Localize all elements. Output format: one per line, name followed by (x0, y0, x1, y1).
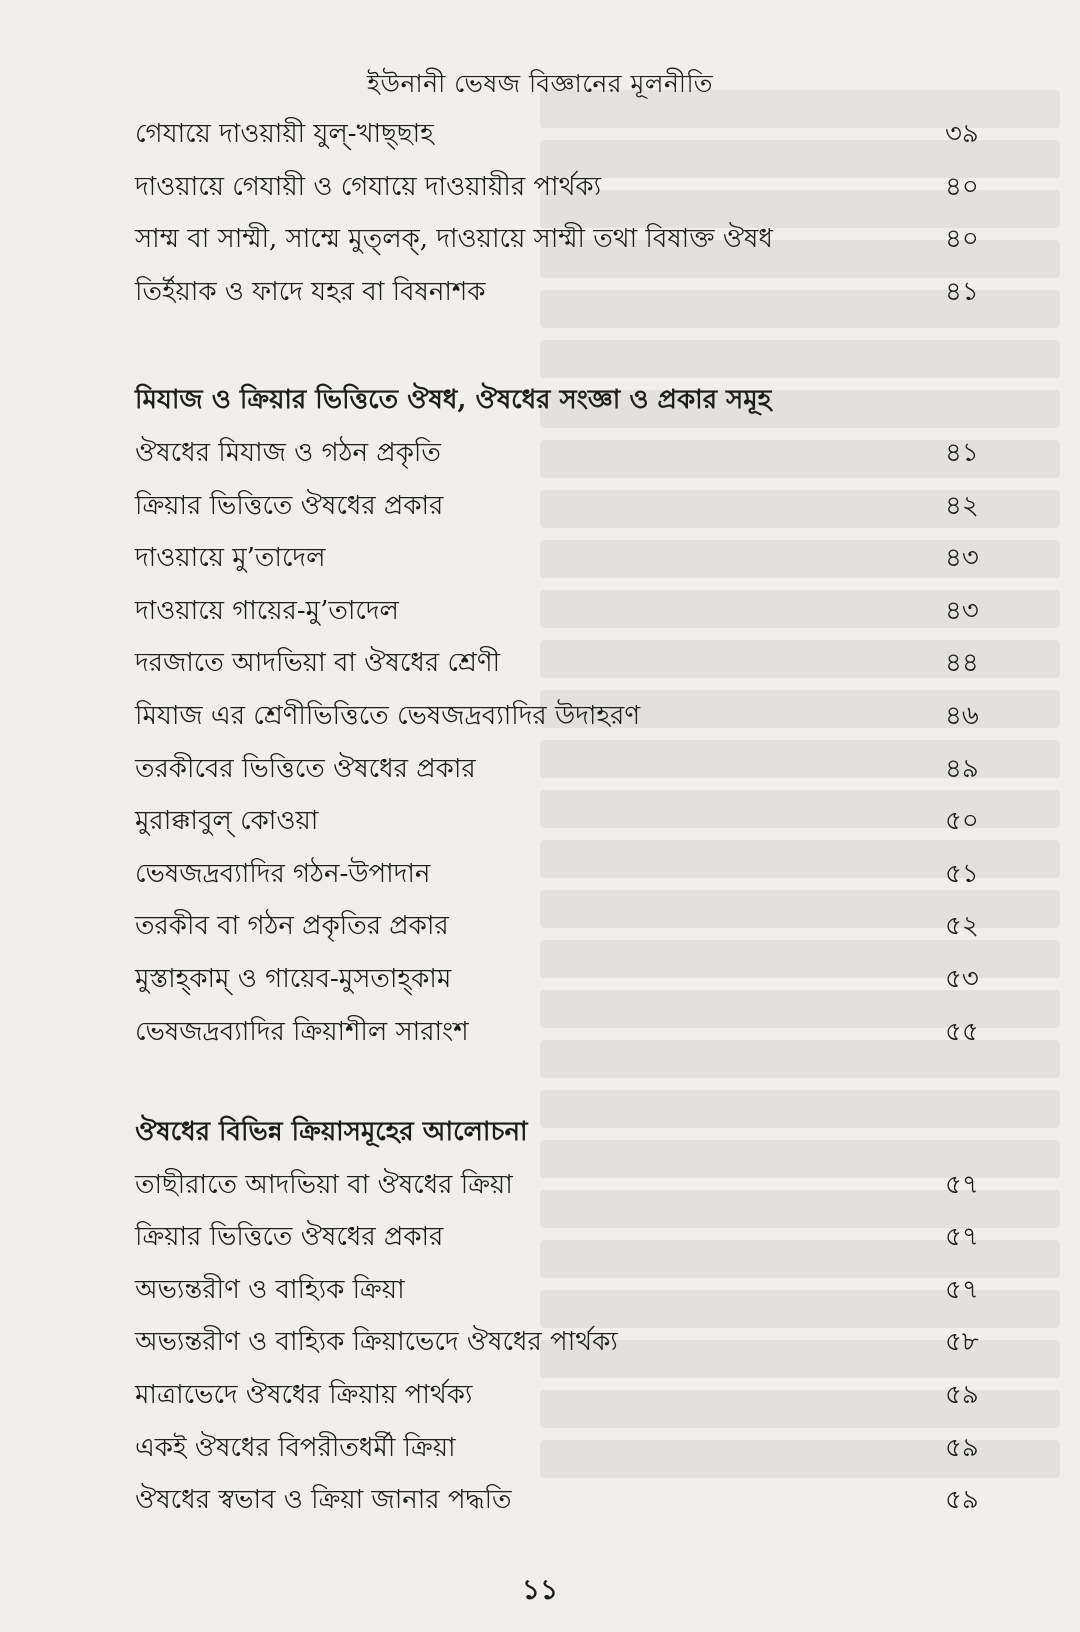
entry-page: ৫৯ (945, 1380, 979, 1411)
entry-page: ৪৯ (945, 753, 979, 784)
running-header: ইউনানী ভেষজ বিজ্ঞানের মূলনীতি (367, 69, 713, 98)
entry-page: ৫০ (945, 806, 979, 837)
toc-entry (135, 1316, 1005, 1369)
entry-title: ঔষধের স্বভাব ও ক্রিয়া জানার পদ্ধতি (135, 1485, 512, 1516)
entry-title: মুস্তাহ্কাম্ ও গায়েব-মুসতাহ্কাম (135, 963, 452, 994)
toc-entry (135, 480, 1005, 533)
entry-page: ৪৩ (945, 595, 979, 626)
entry-title: তাছীরাতে আদভিয়া বা ঔষধের ক্রিয়া (135, 1169, 513, 1200)
entry-title: একই ঔষধের বিপরীতধর্মী ক্রিয়া (135, 1432, 456, 1463)
section-heading: মিযাজ ও ক্রিয়ার ভিত্তিতে ঔষধ, ঔষধের সংজ্ঞা ও প্রকার সমূহ (135, 385, 772, 416)
toc-entry (135, 1006, 1005, 1059)
entry-title: দরজাতে আদভিয়া বা ঔষধের শ্রেণী (135, 648, 501, 679)
entry-title: মাত্রাভেদে ঔষধের ক্রিয়ায় পার্থক্য (135, 1380, 473, 1411)
entry-page: ৪৬ (945, 700, 979, 731)
entry-title: ভেষজদ্রব্যাদির ক্রিয়াশীল সারাংশ (135, 1016, 469, 1047)
toc-entry (135, 1264, 1005, 1317)
entry-title: ক্রিয়ার ভিত্তিতে ঔষধের প্রকার (135, 1222, 444, 1253)
entry-page: ৪১ (945, 276, 979, 307)
entry-title: সাম্ম বা সাম্মী, সাম্মে মুত্লক্, দাওয়ায়ে সাম্মী তথা বিষাক্ত ঔষধ (135, 224, 773, 255)
entry-page: ৪০ (945, 224, 979, 255)
entry-page: ৫৯ (945, 1432, 979, 1463)
toc-entry (135, 213, 1005, 266)
toc-entry (135, 108, 1005, 161)
section-gap (135, 1058, 1005, 1106)
entry-page: ৫৩ (945, 963, 979, 994)
toc-entry (135, 743, 1005, 796)
entry-title: দাওয়ায়ে গায়ের-মু’তাদেল (135, 595, 399, 626)
entry-title: তির্ইয়াক ও ফাদে যহর বা বিষনাশক (135, 276, 486, 307)
section-gap (135, 318, 1005, 374)
entry-page: ৫২ (945, 911, 979, 942)
entry-title: দাওয়ায়ে মু’তাদেল (135, 543, 326, 574)
toc-entry (135, 1422, 1005, 1475)
entry-title: মিযাজ এর শ্রেণীভিত্তিতে ভেষজদ্রব্যাদির উদাহরণ (135, 700, 641, 731)
toc-entry (135, 1369, 1005, 1422)
entry-title: গেযায়ে দাওয়ায়ী যুল্-খাছ্ছাহ (135, 119, 434, 149)
entry-page: ৪৩ (945, 543, 979, 574)
entry-page: ৪৪ (945, 648, 979, 679)
entry-title: তরকীব বা গঠন প্রকৃতির প্রকার (135, 911, 449, 942)
entry-title: দাওয়ায়ে গেযায়ী ও গেযায়ে দাওয়ায়ীর পার্থক্য (135, 171, 602, 202)
toc-entry (135, 953, 1005, 1006)
toc-entry (135, 900, 1005, 953)
toc-entry (135, 1159, 1005, 1212)
entry-page: ৫৭ (945, 1169, 979, 1200)
toc-entry (135, 266, 1005, 319)
section-heading: ঔষধের বিভিন্ন ক্রিয়াসমূহের আলোচনা (135, 1117, 528, 1148)
entry-page: ৪২ (945, 490, 979, 521)
toc-entry (135, 161, 1005, 214)
table-of-contents (135, 108, 1005, 1527)
entry-page: ৩৯ (945, 119, 979, 149)
entry-title: ক্রিয়ার ভিত্তিতে ঔষধের প্রকার (135, 490, 444, 521)
toc-entry (135, 532, 1005, 585)
entry-title: তরকীবের ভিত্তিতে ঔষধের প্রকার (135, 753, 476, 784)
entry-title: অভ্যন্তরীণ ও বাহ্যিক ক্রিয়াভেদে ঔষধের পার্থক্য (135, 1327, 618, 1358)
entry-page: ৪১ (945, 437, 979, 468)
entry-page: ৫৭ (945, 1274, 979, 1305)
entry-title: অভ্যন্তরীণ ও বাহ্যিক ক্রিয়া (135, 1274, 405, 1305)
toc-entry (135, 637, 1005, 690)
entry-page: ৪০ (945, 171, 979, 202)
toc-entry (135, 690, 1005, 743)
toc-entry (135, 585, 1005, 638)
page-number: ১১ (521, 1573, 559, 1606)
toc-entry (135, 1211, 1005, 1264)
entry-title: ভেষজদ্রব্যাদির গঠন-উপাদান (135, 858, 431, 889)
entry-page: ৫৮ (945, 1327, 979, 1358)
entry-page: ৫৭ (945, 1222, 979, 1253)
toc-entry (135, 427, 1005, 480)
toc-entry (135, 1474, 1005, 1527)
entry-title: মুরাক্কাবুল্ কোওয়া (135, 806, 319, 837)
toc-entry (135, 848, 1005, 901)
entry-page: ৫৯ (945, 1485, 979, 1516)
toc-entry (135, 795, 1005, 848)
entry-title: ঔষধের মিযাজ ও গঠন প্রকৃতি (135, 437, 441, 468)
entry-page: ৫১ (945, 858, 979, 889)
entry-page: ৫৫ (945, 1016, 979, 1047)
